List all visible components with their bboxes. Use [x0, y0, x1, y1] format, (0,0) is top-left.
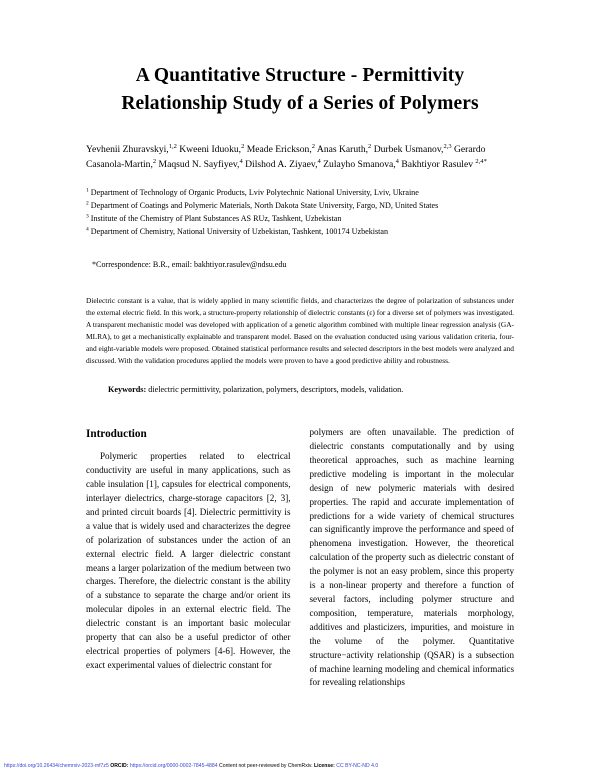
- license-label: License:: [314, 763, 335, 770]
- affiliation-item: [86, 186, 516, 199]
- author-sup: 4: [395, 157, 399, 165]
- body-column-left: [86, 426, 291, 690]
- affiliation-text: Institute of the Chemistry of Plant Substances AS RUz, Tashkent, Uzbekistan: [88, 213, 342, 223]
- author-kweeni-iduoku: Kweeni Iduoku,: [176, 144, 242, 156]
- author-sup: 2,3: [443, 143, 452, 151]
- author-sup: 2,4*: [475, 157, 487, 165]
- affiliation-marker: 1: [86, 186, 89, 193]
- page-title: [0, 0, 600, 117]
- affiliation-item: [86, 212, 516, 225]
- author-zulayho-smanova: Zulayho Smanova,: [320, 158, 396, 170]
- introduction-paragraph-left: Polymeric properties related to electrical conductivity are useful in many applications, such as cable insulation [1], capsules for electrical components, interlayer dielectrics, charge-storage capacitors [2, 3], and printed circuit boards [4]. Dielectric permittivity is a value that is widely used and characterizes the degree of polarization of substances under the action of an external electric field. A larger dielectric constant means a larger polarization of the medium between two charges. Therefore, the dielectric constant is the ability of a substance to separate the charge and/or orient its molecular dipoles in an external electric field. The dielectric constant is an important basic molecular property that can also be a useful predictor of other electrical properties of polymers [4-6]. However, the exact experimental values of dielectric constant for: [86, 451, 291, 670]
- orcid-label: ORCID:: [110, 763, 129, 770]
- correspondence-line: *Correspondence: B.R., email: bakhtiyor.rasulev@ndsu.edu: [92, 259, 287, 269]
- author-anas-karuth: Anas Karuth,: [315, 144, 369, 156]
- author-sup: 1,2: [168, 143, 177, 151]
- keywords-values: dielectric permittivity, polarization, polymers, descriptors, models, validation.: [146, 385, 404, 395]
- affiliation-text: Department of Technology of Organic Products, Lviv Polytechnic National University, Lviv, Ukraine: [88, 187, 419, 197]
- introduction-paragraph-right: polymers are often unavailable. The prediction of dielectric constants computationally and by using theoretical approaches, such as machine learning predictive modeling is important in the molecular design of new polymeric materials with desired properties. The rapid and accurate implementation of predictions for a wide variety of chemical structures can significantly improve the performance and speed of phenomena investigation. However, the theoretical calculation of the property such as dielectric constant of the polymer is not an easy problem, since this property is a non-linear property and therefore a function of several factors, including polymer structure and composition, temperature, materials morphology, additives and plasticizers, impurities, and moisture in the volume of the polymer. Quantitative structure−activity relationship (QSAR) is a subsection of machine learning modeling and chemical informatics for revealing relationships: [309, 427, 514, 688]
- affiliation-text: Department of Chemistry, National University of Uzbekistan, Tashkent, 100174 Uzbekistan: [88, 226, 389, 236]
- body-column-right: [310, 426, 515, 690]
- keywords-label: Keywords:: [108, 385, 147, 395]
- author-sup: 2: [241, 143, 245, 151]
- author-gerardo-casanola-martin: Gerardo Casanola-Martin,: [86, 144, 486, 170]
- title-line-1: A Quantitative Structure - Permittivity: [135, 65, 465, 86]
- doi-link[interactable]: https://doi.org/10.26434/chemrxiv-2023-mf7z5: [4, 763, 109, 770]
- affiliation-item: [86, 199, 516, 212]
- affiliation-item: [86, 225, 516, 238]
- author-sup: 2: [368, 143, 372, 151]
- author-maqsud-sayfiyev: Maqsud N. Sayfiyev,: [156, 158, 240, 170]
- author-bakhtiyor-rasulev: Bakhtiyor Rasulev: [401, 158, 474, 170]
- affiliation-marker: 3: [86, 213, 89, 220]
- author-dilshod-ziyaev: Dilshod A. Ziyaev,: [242, 158, 318, 170]
- abstract-text: Dielectric constant is a value, that is widely applied in many scientific fields, and characterizes the degree of polarization of substances under the external electric field. In this work, a structure-property relationship of dielectric constants (ε) for a diverse set of polymers was investigated. A transparent mechanistic model was developed with application of a genetic algorithm combined with multiple linear regression analysis (GA-MLRA), to get a mechanistically explainable and transparent model. Based on the evaluation conducted using various validation criteria, four- and eight-variable models were proposed. Obtained statistical performance results and selected descriptors in the best models were analyzed and discussed. With the validation procedures applied the models were proven to have a good predictive ability and robustness.: [86, 296, 514, 366]
- author-sup: 2: [311, 143, 316, 151]
- footer-stamp: [0, 763, 600, 770]
- affiliation-list: [0, 173, 600, 238]
- section-heading-introduction: Introduction: [86, 428, 147, 441]
- title-line-2: Relationship Study of a Series of Polymers: [121, 92, 479, 114]
- author-sup: 2: [152, 157, 157, 165]
- body-columns: [0, 396, 600, 690]
- author-meade-erickson: Meade Erickson,: [244, 144, 312, 156]
- affiliation-marker: 2: [86, 199, 89, 206]
- affiliation-marker: 4: [86, 226, 89, 233]
- orcid-link[interactable]: https://orcid.org/0000-0002-7845-4884: [129, 763, 218, 770]
- peer-review-note: Content not peer-reviewed by ChemRxiv.: [219, 763, 313, 770]
- author-durbek-usmanov: Durbek Usmanov,: [371, 144, 444, 156]
- author-yevhenii-zhuravskyi: Yevhenii Zhuravskyi,: [86, 144, 169, 156]
- affiliation-text: Department of Coatings and Polymeric Materials, North Dakota State University, Fargo, ND, United States: [88, 200, 439, 210]
- author-sup: 4: [239, 157, 243, 165]
- keywords-line: [0, 367, 600, 396]
- author-sup: 4: [317, 157, 321, 165]
- license-link[interactable]: CC BY-NC-ND 4.0: [336, 763, 379, 770]
- author-list: [0, 117, 600, 172]
